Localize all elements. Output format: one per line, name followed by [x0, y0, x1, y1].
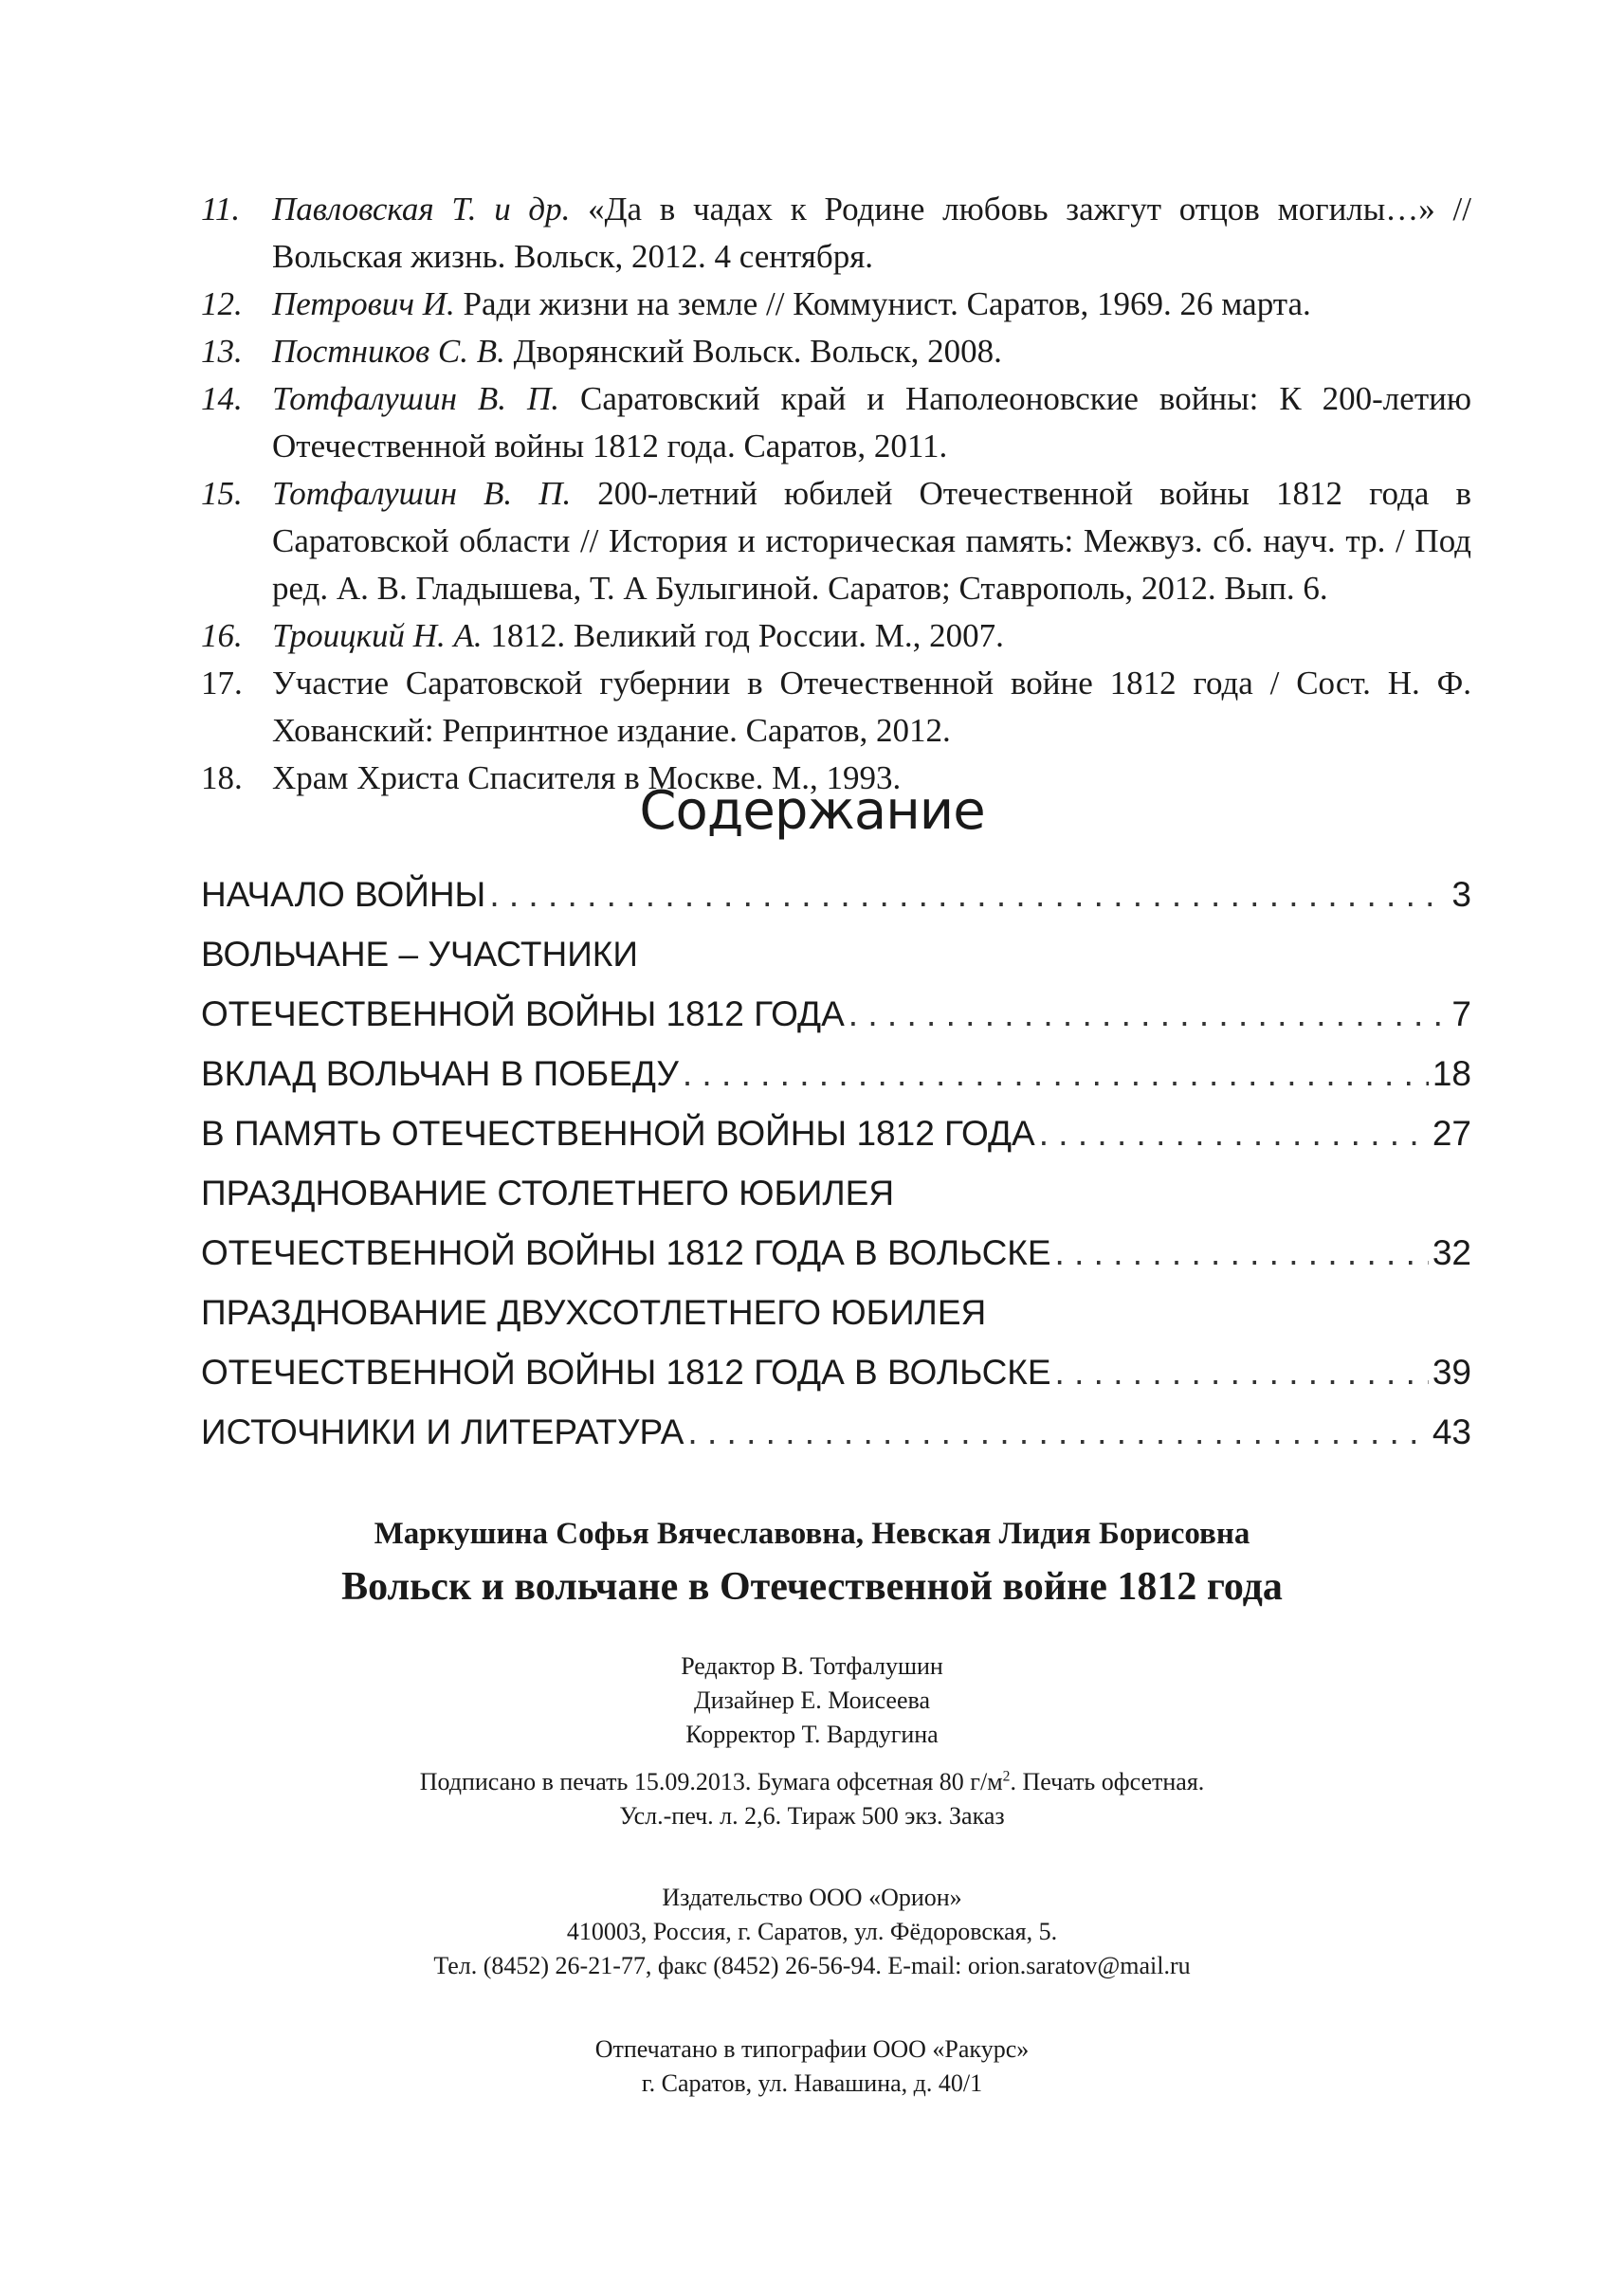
reference-title: Дворянский Вольск. Вольск, 2008. [504, 333, 1002, 370]
toc-dot-leader [1039, 1103, 1429, 1163]
reference-number: 13. [201, 333, 243, 370]
toc-entry-title: НАЧАЛО ВОЙНЫ [201, 875, 486, 914]
reference-number: 15. [201, 475, 243, 512]
designer-credit: Дизайнер Е. Моисеева [693, 1686, 930, 1714]
toc-page-number: 39 [1432, 1353, 1471, 1392]
print-info [0, 1765, 1624, 1833]
table-of-contents [201, 865, 1471, 1462]
toc-title: Содержание [639, 780, 985, 842]
reference-title: 1812. Великий год России. М., 2007. [482, 617, 1004, 654]
reference-list [201, 186, 1471, 802]
toc-dot-leader [683, 1044, 1429, 1103]
editor-credit: Редактор В. Тотфалушин [681, 1652, 943, 1680]
toc-entry-title: В ПАМЯТЬ ОТЕЧЕСТВЕННОЙ ВОЙНЫ 1812 ГОДА [201, 1114, 1035, 1153]
reference-title: «Да в чадах к Родине любовь зажгут отцов могилы…» // Вольская жизнь. Вольск, 2012. 4 сентября. [272, 191, 1471, 275]
reference-author: Тотфалушин В. П. [272, 475, 572, 512]
reference-item [201, 375, 1471, 470]
toc-entry [201, 865, 1471, 924]
reference-item [201, 660, 1471, 755]
toc-entry-line: ПРАЗДНОВАНИЕ ДВУХСОТЛЕТНЕГО ЮБИЛЕЯ [201, 1293, 987, 1332]
reference-item [201, 612, 1471, 660]
reference-text [272, 186, 1471, 281]
reference-title: Участие Саратовской губернии в Отечественной войне 1812 года / Сост. Н. Ф. Хованский: Репринтное издание. Саратов, 2012. [272, 665, 1471, 749]
reference-item [201, 328, 1471, 375]
reference-text [272, 281, 1471, 328]
editorial-staff [0, 1649, 1624, 1752]
reference-number: 16. [201, 617, 243, 654]
toc-entry-title: ОТЕЧЕСТВЕННОЙ ВОЙНЫ 1812 ГОДА [201, 994, 845, 1033]
superscript: 2 [1002, 1768, 1011, 1785]
reference-title: Храм Христа Спасителя в Москве. М., 1993. [272, 759, 902, 796]
toc-dot-leader [489, 865, 1448, 924]
reference-number: 18. [201, 759, 243, 796]
proofreader-credit: Корректор Т. Вардугина [685, 1721, 939, 1748]
print-line-1-text: Подписано в печать 15.09.2013. Бумага офсетная 80 г/м [419, 1768, 1003, 1795]
reference-item [201, 281, 1471, 328]
publisher-info [0, 1881, 1624, 1983]
reference-title: 200-летний юбилей Отечественной войны 1812 года в Саратовской области // История и историческая память: Межвуз. сб. науч. тр. / Под ред. А. В. Гладышева, Т. А Булыгиной. Саратов; Ставрополь, 2012. Вып. 6. [272, 475, 1471, 607]
publisher-address: 410003, Россия, г. Саратов, ул. Фёдоровская, 5. [566, 1918, 1058, 1945]
reference-text [272, 612, 1471, 660]
reference-number: 11. [201, 191, 241, 228]
toc-page-number: 32 [1432, 1233, 1471, 1272]
print-line-1-end: . Печать офсетная. [1010, 1768, 1205, 1795]
reference-text [272, 470, 1471, 612]
toc-page-number: 18 [1432, 1054, 1471, 1093]
toc-entry-line: ВОЛЬЧАНЕ – УЧАСТНИКИ [201, 935, 638, 974]
reference-author: Троицкий Н. А. [272, 617, 483, 654]
toc-entry-title: ОТЕЧЕСТВЕННОЙ ВОЙНЫ 1812 ГОДА В ВОЛЬСКЕ [201, 1353, 1051, 1392]
toc-dot-leader [687, 1402, 1428, 1462]
reference-author: Тотфалушин В. П. [272, 380, 560, 417]
print-line-1 [0, 1765, 1624, 1799]
toc-entry [201, 1223, 1471, 1283]
reference-author: Постников С. В. [272, 333, 505, 370]
publisher-name: Издательство ООО «Орион» [662, 1884, 962, 1911]
reference-title: Саратовский край и Наполеоновские войны: К 200-летию Отечественной войны 1812 года. Саратов, 2011. [272, 380, 1471, 465]
toc-entry-title: ИСТОЧНИКИ И ЛИТЕРАТУРА [201, 1412, 684, 1451]
printer-address: г. Саратов, ул. Навашина, д. 40/1 [641, 2069, 983, 2097]
reference-number: 17. [201, 665, 243, 702]
reference-item [201, 186, 1471, 281]
reference-number: 12. [201, 285, 243, 322]
toc-dot-leader [848, 984, 1449, 1044]
toc-entry [201, 1342, 1471, 1402]
publisher-contacts: Тел. (8452) 26-21-77, факс (8452) 26-56-94. E-mail: orion.saratov@mail.ru [433, 1952, 1191, 1979]
toc-page-number: 7 [1451, 994, 1471, 1033]
toc-entry [201, 1402, 1471, 1462]
reference-text [272, 660, 1471, 755]
toc-entry-line: ПРАЗДНОВАНИЕ СТОЛЕТНЕГО ЮБИЛЕЯ [201, 1174, 895, 1212]
toc-entry-title: ВКЛАД ВОЛЬЧАН В ПОБЕДУ [201, 1054, 679, 1093]
reference-text [272, 328, 1471, 375]
toc-dot-leader [1055, 1223, 1429, 1283]
reference-number: 14. [201, 380, 243, 417]
toc-entry [201, 984, 1471, 1044]
book-authors: Маркушина Софья Вячеславовна, Невская Лидия Борисовна [374, 1517, 1250, 1551]
reference-author: Павловская Т. и др. [272, 191, 571, 228]
print-line-2: Усл.-печ. л. 2,6. Тираж 500 экз. Заказ [619, 1802, 1005, 1830]
printer-info [0, 2032, 1624, 2101]
reference-item [201, 470, 1471, 612]
toc-page-number: 27 [1432, 1114, 1471, 1153]
reference-author: Петрович И. [272, 285, 455, 322]
reference-title: Ради жизни на земле // Коммунист. Саратов, 1969. 26 марта. [454, 285, 1311, 322]
toc-page-number: 3 [1451, 875, 1471, 914]
toc-dot-leader [1055, 1342, 1429, 1402]
printer-name: Отпечатано в типографии ООО «Ракурс» [594, 2035, 1030, 2063]
reference-text [272, 375, 1471, 470]
book-title: Вольск и вольчане в Отечественной войне 1812 года [341, 1565, 1283, 1609]
toc-page-number: 43 [1432, 1412, 1471, 1451]
toc-entry [201, 1044, 1471, 1103]
toc-entry-title: ОТЕЧЕСТВЕННОЙ ВОЙНЫ 1812 ГОДА В ВОЛЬСКЕ [201, 1233, 1051, 1272]
toc-entry [201, 1103, 1471, 1163]
